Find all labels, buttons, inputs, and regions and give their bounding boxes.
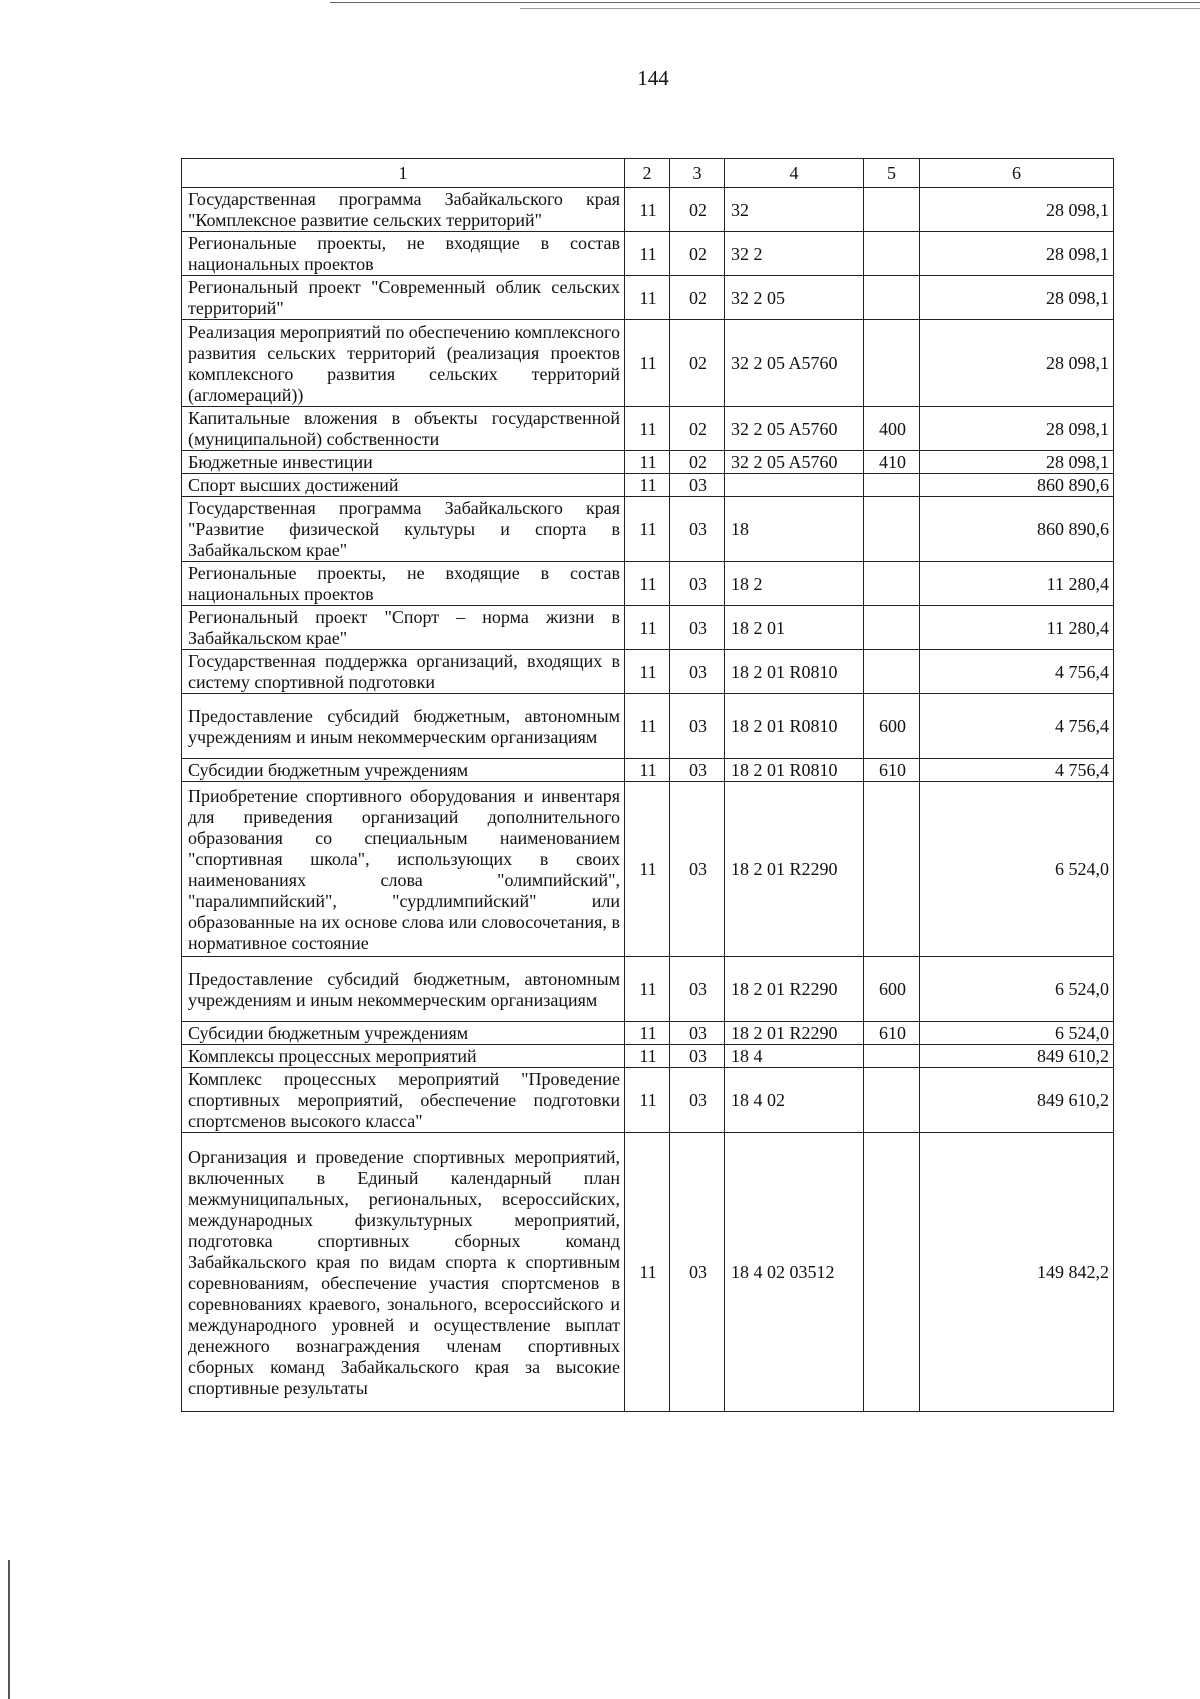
subsection-code-cell: 03 bbox=[670, 562, 725, 606]
budget-table bbox=[181, 158, 1114, 1412]
row-name-cell: Субсидии бюджетным учреждениям bbox=[182, 1022, 625, 1045]
table-row bbox=[182, 606, 1114, 650]
section-code-cell: 11 bbox=[625, 232, 670, 276]
expense-type-cell: 600 bbox=[864, 694, 920, 759]
expense-type-cell bbox=[864, 650, 920, 694]
row-name-cell: Бюджетные инвестиции bbox=[182, 451, 625, 474]
target-article-cell bbox=[725, 474, 864, 497]
expense-type-cell bbox=[864, 320, 920, 407]
subsection-code-cell: 02 bbox=[670, 276, 725, 320]
row-name-cell: Региональный проект "Современный облик сельских территорий" bbox=[182, 276, 625, 320]
expense-type-cell bbox=[864, 276, 920, 320]
section-code-cell: 11 bbox=[625, 276, 670, 320]
target-article-cell: 18 2 01 R2290 bbox=[725, 957, 864, 1022]
target-article-cell: 18 2 01 R0810 bbox=[725, 759, 864, 782]
expense-type-cell: 400 bbox=[864, 407, 920, 451]
table-row bbox=[182, 407, 1114, 451]
section-code-cell: 11 bbox=[625, 188, 670, 232]
page-number: 144 bbox=[637, 66, 669, 90]
target-article-cell: 18 4 02 bbox=[725, 1068, 864, 1133]
table-row bbox=[182, 782, 1114, 957]
subsection-code-cell: 02 bbox=[670, 188, 725, 232]
table-row bbox=[182, 451, 1114, 474]
target-article-cell: 32 2 bbox=[725, 232, 864, 276]
section-code-cell: 11 bbox=[625, 474, 670, 497]
section-code-cell: 11 bbox=[625, 759, 670, 782]
target-article-cell: 18 2 01 bbox=[725, 606, 864, 650]
row-name-cell: Организация и проведение спортивных мероприятий, включенных в Единый календарный план межмуниципальных, региональных, всероссийских, международных физкультурных мероприятий, подготовка спортивных сборных команд Забайкальского края по видам спорта к спортивным соревнованиям, обеспечение участия спортсменов в соревнованиях краевого, зонального, всероссийского и международного уровней и осуществление выплат денежного вознаграждения членам спортивных сборных команд Забайкальского края за высокие спортивные результаты bbox=[182, 1133, 625, 1412]
section-code-cell: 11 bbox=[625, 562, 670, 606]
row-name-cell: Государственная программа Забайкальского края "Комплексное развитие сельских территорий" bbox=[182, 188, 625, 232]
section-code-cell: 11 bbox=[625, 1068, 670, 1133]
target-article-cell: 32 2 05 A5760 bbox=[725, 320, 864, 407]
amount-cell: 28 098,1 bbox=[920, 320, 1114, 407]
subsection-code-cell: 03 bbox=[670, 650, 725, 694]
subsection-code-cell: 03 bbox=[670, 497, 725, 562]
target-article-cell: 18 2 bbox=[725, 562, 864, 606]
row-name-cell: Субсидии бюджетным учреждениям bbox=[182, 759, 625, 782]
subsection-code-cell: 03 bbox=[670, 1045, 725, 1068]
row-name-cell: Региональные проекты, не входящие в состав национальных проектов bbox=[182, 232, 625, 276]
subsection-code-cell: 02 bbox=[670, 320, 725, 407]
table-row bbox=[182, 276, 1114, 320]
target-article-cell: 18 2 01 R2290 bbox=[725, 782, 864, 957]
target-article-cell: 32 2 05 A5760 bbox=[725, 451, 864, 474]
row-name-cell: Реализация мероприятий по обеспечению комплексного развития сельских территорий (реализация проектов комплексного развития сельских территорий (агломераций)) bbox=[182, 320, 625, 407]
target-article-cell: 18 2 01 R2290 bbox=[725, 1022, 864, 1045]
expense-type-cell bbox=[864, 1068, 920, 1133]
row-name-cell: Комплекс процессных мероприятий "Проведение спортивных мероприятий, обеспечение подготовки спортсменов высокого класса" bbox=[182, 1068, 625, 1133]
table-header-row bbox=[182, 159, 1114, 188]
target-article-cell: 18 4 02 03512 bbox=[725, 1133, 864, 1412]
expense-type-cell: 610 bbox=[864, 1022, 920, 1045]
table-row bbox=[182, 320, 1114, 407]
scan-edge-line bbox=[8, 1560, 10, 1699]
table-row bbox=[182, 759, 1114, 782]
row-name-cell: Государственная программа Забайкальского края "Развитие физической культуры и спорта в Забайкальском крае" bbox=[182, 497, 625, 562]
section-code-cell: 11 bbox=[625, 1133, 670, 1412]
section-code-cell: 11 bbox=[625, 694, 670, 759]
target-article-cell: 32 2 05 bbox=[725, 276, 864, 320]
target-article-cell: 18 2 01 R0810 bbox=[725, 650, 864, 694]
amount-cell: 849 610,2 bbox=[920, 1068, 1114, 1133]
expense-type-cell bbox=[864, 497, 920, 562]
table-body bbox=[182, 188, 1114, 1412]
subsection-code-cell: 03 bbox=[670, 474, 725, 497]
expense-type-cell bbox=[864, 232, 920, 276]
amount-cell: 11 280,4 bbox=[920, 606, 1114, 650]
column-header: 5 bbox=[864, 159, 920, 188]
scan-edge-line bbox=[330, 2, 1200, 3]
target-article-cell: 18 bbox=[725, 497, 864, 562]
section-code-cell: 11 bbox=[625, 320, 670, 407]
table-row bbox=[182, 1022, 1114, 1045]
row-name-cell: Капитальные вложения в объекты государственной (муниципальной) собственности bbox=[182, 407, 625, 451]
subsection-code-cell: 03 bbox=[670, 957, 725, 1022]
section-code-cell: 11 bbox=[625, 606, 670, 650]
row-name-cell: Региональные проекты, не входящие в состав национальных проектов bbox=[182, 562, 625, 606]
section-code-cell: 11 bbox=[625, 407, 670, 451]
subsection-code-cell: 02 bbox=[670, 451, 725, 474]
amount-cell: 4 756,4 bbox=[920, 694, 1114, 759]
amount-cell: 28 098,1 bbox=[920, 407, 1114, 451]
column-header: 1 bbox=[182, 159, 625, 188]
table-row bbox=[182, 497, 1114, 562]
subsection-code-cell: 03 bbox=[670, 694, 725, 759]
subsection-code-cell: 02 bbox=[670, 232, 725, 276]
expense-type-cell bbox=[864, 474, 920, 497]
table-row bbox=[182, 232, 1114, 276]
amount-cell: 860 890,6 bbox=[920, 474, 1114, 497]
amount-cell: 6 524,0 bbox=[920, 782, 1114, 957]
table-row bbox=[182, 1133, 1114, 1412]
expense-type-cell bbox=[864, 562, 920, 606]
target-article-cell: 18 2 01 R0810 bbox=[725, 694, 864, 759]
section-code-cell: 11 bbox=[625, 451, 670, 474]
amount-cell: 4 756,4 bbox=[920, 650, 1114, 694]
subsection-code-cell: 03 bbox=[670, 1068, 725, 1133]
row-name-cell: Региональный проект "Спорт – норма жизни в Забайкальском крае" bbox=[182, 606, 625, 650]
row-name-cell: Приобретение спортивного оборудования и инвентаря для приведения организаций дополнительного образования со специальным наименованием "спортивная школа", использующих в своих наименованиях слова "олимпийский", "паралимпийский", "сурдлимпийский" или образованные на их основе слова или словосочетания, в нормативное состояние bbox=[182, 782, 625, 957]
table-row bbox=[182, 474, 1114, 497]
table-row bbox=[182, 1068, 1114, 1133]
scan-edge-line bbox=[520, 8, 1200, 9]
amount-cell: 11 280,4 bbox=[920, 562, 1114, 606]
subsection-code-cell: 03 bbox=[670, 1022, 725, 1045]
target-article-cell: 32 2 05 A5760 bbox=[725, 407, 864, 451]
section-code-cell: 11 bbox=[625, 650, 670, 694]
target-article-cell: 18 4 bbox=[725, 1045, 864, 1068]
expense-type-cell: 410 bbox=[864, 451, 920, 474]
table-row bbox=[182, 188, 1114, 232]
table-row bbox=[182, 694, 1114, 759]
subsection-code-cell: 03 bbox=[670, 1133, 725, 1412]
table-row bbox=[182, 562, 1114, 606]
target-article-cell: 32 bbox=[725, 188, 864, 232]
row-name-cell: Государственная поддержка организаций, входящих в систему спортивной подготовки bbox=[182, 650, 625, 694]
expense-type-cell: 600 bbox=[864, 957, 920, 1022]
amount-cell: 860 890,6 bbox=[920, 497, 1114, 562]
column-header: 3 bbox=[670, 159, 725, 188]
expense-type-cell bbox=[864, 188, 920, 232]
subsection-code-cell: 03 bbox=[670, 759, 725, 782]
table-row bbox=[182, 650, 1114, 694]
amount-cell: 4 756,4 bbox=[920, 759, 1114, 782]
section-code-cell: 11 bbox=[625, 957, 670, 1022]
amount-cell: 6 524,0 bbox=[920, 957, 1114, 1022]
amount-cell: 6 524,0 bbox=[920, 1022, 1114, 1045]
row-name-cell: Спорт высших достижений bbox=[182, 474, 625, 497]
subsection-code-cell: 03 bbox=[670, 606, 725, 650]
column-header: 4 bbox=[725, 159, 864, 188]
table-row bbox=[182, 957, 1114, 1022]
section-code-cell: 11 bbox=[625, 497, 670, 562]
expense-type-cell bbox=[864, 1045, 920, 1068]
amount-cell: 28 098,1 bbox=[920, 451, 1114, 474]
table-row bbox=[182, 1045, 1114, 1068]
column-header: 6 bbox=[920, 159, 1114, 188]
expense-type-cell: 610 bbox=[864, 759, 920, 782]
section-code-cell: 11 bbox=[625, 782, 670, 957]
expense-type-cell bbox=[864, 1133, 920, 1412]
expense-type-cell bbox=[864, 782, 920, 957]
section-code-cell: 11 bbox=[625, 1045, 670, 1068]
row-name-cell: Комплексы процессных мероприятий bbox=[182, 1045, 625, 1068]
amount-cell: 28 098,1 bbox=[920, 276, 1114, 320]
row-name-cell: Предоставление субсидий бюджетным, автономным учреждениям и иным некоммерческим организациям bbox=[182, 694, 625, 759]
row-name-cell: Предоставление субсидий бюджетным, автономным учреждениям и иным некоммерческим организациям bbox=[182, 957, 625, 1022]
subsection-code-cell: 03 bbox=[670, 782, 725, 957]
section-code-cell: 11 bbox=[625, 1022, 670, 1045]
column-header: 2 bbox=[625, 159, 670, 188]
expense-type-cell bbox=[864, 606, 920, 650]
amount-cell: 849 610,2 bbox=[920, 1045, 1114, 1068]
amount-cell: 28 098,1 bbox=[920, 188, 1114, 232]
amount-cell: 149 842,2 bbox=[920, 1133, 1114, 1412]
amount-cell: 28 098,1 bbox=[920, 232, 1114, 276]
subsection-code-cell: 02 bbox=[670, 407, 725, 451]
